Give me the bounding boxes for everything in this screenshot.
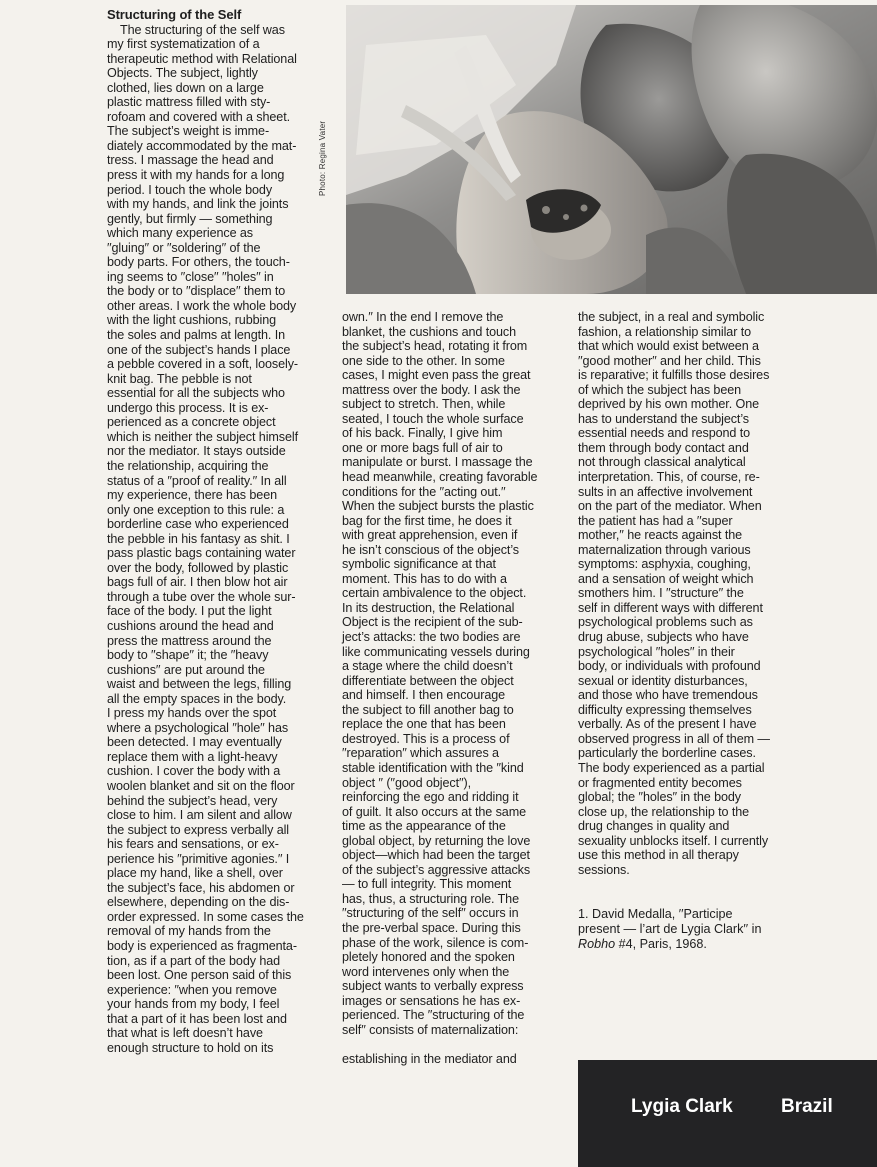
text-line: behind the subject’s head, very bbox=[107, 793, 278, 808]
text-line: Object is the recipient of the sub- bbox=[342, 615, 523, 630]
text-line: particularly the borderline cases. bbox=[578, 746, 756, 761]
text-line: stable identification with the ′′kind bbox=[342, 760, 524, 775]
text-line: nor the mediator. It stays outside bbox=[107, 444, 286, 459]
text-line: of his back. Finally, I give him bbox=[342, 426, 503, 441]
text-line: smothers him. I ′′structure′′ the bbox=[578, 586, 744, 601]
text-line: place my hand, like a shell, over bbox=[107, 866, 283, 881]
text-line: knit bag. The pebble is not bbox=[107, 371, 252, 386]
text-line: sexual or identity disturbances, bbox=[578, 673, 748, 688]
text-line: phase of the work, silence is com- bbox=[342, 935, 529, 950]
text-line: the body or to ′′displace′′ them to bbox=[107, 284, 286, 299]
photograph bbox=[346, 5, 877, 294]
text-line: ′′good mother′′ and her child. This bbox=[578, 353, 761, 368]
text-line: mother,′′ he reacts against the bbox=[578, 528, 743, 543]
text-line bbox=[342, 1037, 564, 1052]
text-line: is reparative; it fulfills those desires bbox=[578, 368, 770, 383]
text-line: period. I touch the whole body bbox=[107, 182, 273, 197]
text-line: been detected. I may eventually bbox=[107, 735, 282, 750]
text-line: tress. I massage the head and bbox=[107, 153, 274, 168]
text-line: undergo this process. It is ex- bbox=[107, 400, 269, 415]
text-line: and those who have tremendous bbox=[578, 688, 758, 703]
text-line: the subject’s face, his abdomen or bbox=[107, 880, 295, 895]
text-line: symbolic significance at that bbox=[342, 557, 496, 572]
text-line: and a sensation of weight which bbox=[578, 571, 754, 586]
text-line: the subject to express verbally all bbox=[107, 822, 289, 837]
text-line: press the mattress around the bbox=[107, 633, 272, 648]
text-line: difficulty expressing themselves bbox=[578, 702, 752, 717]
text-line: the subject to fill another bag to bbox=[342, 702, 514, 717]
text-line: The structuring of the self was bbox=[120, 22, 285, 37]
text-line: your hands from my body, I feel bbox=[107, 997, 280, 1012]
text-line: which is neither the subject himself bbox=[107, 429, 298, 444]
text-line: therapeutic method with Relational bbox=[107, 51, 297, 66]
text-line: use this method in all therapy bbox=[578, 848, 739, 863]
footnote-line: present — l’art de Lygia Clark′′ in bbox=[578, 922, 762, 937]
text-line: psychological problems such as bbox=[578, 615, 753, 630]
text-line: differentiate between the object bbox=[342, 673, 514, 688]
text-line: pass plastic bags containing water bbox=[107, 546, 296, 561]
text-line: word intervenes only when the bbox=[342, 964, 510, 979]
text-line: the pebble in his fantasy as shit. I bbox=[107, 531, 290, 546]
text-line: the soles and palms at length. In bbox=[107, 328, 286, 343]
text-line: on the part of the mediator. When bbox=[578, 499, 762, 514]
text-line: deprived by his own mother. One bbox=[578, 397, 760, 412]
text-line: cases, I might even pass the great bbox=[342, 368, 531, 383]
text-line: essential for all the subjects who bbox=[107, 386, 285, 401]
text-line: borderline case who experienced bbox=[107, 517, 289, 532]
text-line: ′′structuring of the self′′ occurs in bbox=[342, 906, 519, 921]
text-line: the pre-verbal space. During this bbox=[342, 920, 521, 935]
text-line: ject’s attacks: the two bodies are bbox=[342, 630, 521, 645]
text-line: In its destruction, the Relational bbox=[342, 600, 515, 615]
text-line: global object, by returning the love bbox=[342, 833, 531, 848]
text-line: cushion. I cover the body with a bbox=[107, 764, 281, 779]
text-line: one of the subject’s hands I place bbox=[107, 342, 291, 357]
text-line: cushions around the head and bbox=[107, 618, 274, 633]
text-line: Objects. The subject, lightly bbox=[107, 66, 258, 81]
text-line: other areas. I work the whole body bbox=[107, 298, 297, 313]
text-line: destroyed. This is a process of bbox=[342, 731, 510, 746]
text-line: self′′ consists of maternalization: bbox=[342, 1022, 519, 1037]
text-line: establishing in the mediator and bbox=[342, 1051, 517, 1066]
text-line: bag for the first time, he does it bbox=[342, 513, 512, 528]
text-line: press it with my hands for a long bbox=[107, 168, 285, 183]
text-line: The body experienced as a partial bbox=[578, 760, 765, 775]
text-column-2 bbox=[342, 310, 564, 1066]
text-line: that a part of it has been lost and bbox=[107, 1011, 287, 1026]
text-line: his fears and sensations, or ex- bbox=[107, 837, 279, 852]
text-line: removal of my hands from the bbox=[107, 924, 271, 939]
text-line: blanket, the cushions and touch bbox=[342, 324, 517, 339]
text-line: woolen blanket and sit on the floor bbox=[107, 778, 295, 793]
footnote bbox=[578, 907, 761, 953]
text-line: experience: ′′when you remove bbox=[107, 982, 277, 997]
text-line: one side to the other. In some bbox=[342, 353, 505, 368]
text-line: replace them with a light-heavy bbox=[107, 749, 278, 764]
text-line: close up, the relationship to the bbox=[578, 804, 750, 819]
text-column-3 bbox=[578, 310, 790, 877]
text-line: ′′gluing′′ or ′′soldering′′ of the bbox=[107, 240, 261, 255]
text-line: moment. This has to do with a bbox=[342, 571, 507, 586]
text-line: ing seems to ′′close′′ ′′holes′′ in bbox=[107, 269, 274, 284]
text-line: head meanwhile, creating favorable bbox=[342, 470, 538, 485]
text-line: gently, but firmly — something bbox=[107, 211, 273, 226]
section-title: Structuring of the Self bbox=[107, 7, 242, 22]
text-line: cushions′′ are put around the bbox=[107, 662, 265, 677]
text-line: manipulate or burst. I massage the bbox=[342, 455, 533, 470]
text-line: where a psychological ′′hole′′ has bbox=[107, 720, 289, 735]
text-line: that what is left doesn’t have bbox=[107, 1026, 263, 1041]
text-line: ′′reparation′′ which assures a bbox=[342, 746, 499, 761]
text-line: body is experienced as fragmenta- bbox=[107, 939, 297, 953]
text-column-1 bbox=[107, 8, 319, 1055]
text-line: sults in an affective involvement bbox=[578, 484, 753, 499]
text-line: elsewhere, depending on the dis- bbox=[107, 895, 290, 910]
text-line: has to understand the subject’s bbox=[578, 411, 749, 426]
text-line: symptoms: asphyxia, coughing, bbox=[578, 557, 751, 572]
text-line: my experience, there has been bbox=[107, 488, 278, 503]
text-line: The subject’s weight is imme- bbox=[107, 124, 270, 139]
text-line: tion, as if a part of the body had bbox=[107, 953, 281, 968]
text-line: bags full of air. I then blow hot air bbox=[107, 575, 288, 590]
text-line: subject to stretch. Then, while bbox=[342, 397, 506, 412]
text-line: through a tube over the whole sur- bbox=[107, 589, 296, 604]
author-name: Lygia Clark bbox=[631, 1096, 733, 1117]
text-line: seated, I touch the whole surface bbox=[342, 411, 524, 426]
text-line: with my hands, and link the joints bbox=[107, 197, 289, 212]
text-line: perience his ′′primitive agonies.′′ I bbox=[107, 851, 290, 866]
text-line: body to ′′shape′′ it; the ′′heavy bbox=[107, 648, 269, 663]
text-line: clothed, lies down on a large bbox=[107, 80, 264, 95]
text-line: and himself. I then encourage bbox=[342, 688, 506, 703]
text-line: global; the ′′holes′′ in the body bbox=[578, 790, 741, 805]
text-line: face of the body. I put the light bbox=[107, 604, 272, 619]
text-line: waist and between the legs, filling bbox=[107, 677, 292, 692]
text-line: essential needs and respond to bbox=[578, 426, 751, 441]
text-line: — to full integrity. This moment bbox=[342, 877, 512, 892]
text-line: the subject, in a real and symbolic bbox=[578, 310, 765, 324]
text-line: self in different ways with different bbox=[578, 600, 763, 615]
text-line: the relationship, acquiring the bbox=[107, 458, 269, 473]
text-line: maternalization through various bbox=[578, 542, 751, 557]
text-line: time as the appearance of the bbox=[342, 819, 506, 834]
text-line: sessions. bbox=[578, 862, 630, 877]
text-line: with the light cushions, rubbing bbox=[107, 313, 277, 328]
text-line: replace the one that has been bbox=[342, 717, 506, 732]
text-line: all the empty spaces in the body. bbox=[107, 691, 287, 706]
text-line: status of a ′′proof of reality.′′ In all bbox=[107, 473, 287, 488]
text-line: them through body contact and bbox=[578, 440, 749, 455]
text-line: mattress over the body. I ask the bbox=[342, 382, 521, 397]
text-line: perienced as a concrete object bbox=[107, 415, 276, 430]
text-line: has, thus, a structuring role. The bbox=[342, 891, 519, 906]
footnote-citation-rest: #4, Paris, 1968. bbox=[615, 937, 707, 952]
text-line: with great apprehension, even if bbox=[342, 528, 518, 543]
text-line: fashion, a relationship similar to bbox=[578, 324, 751, 339]
text-line: plastic mattress filled with sty- bbox=[107, 95, 271, 110]
text-line: he isn’t conscious of the object’s bbox=[342, 542, 519, 557]
text-line: my first systematization of a bbox=[107, 37, 260, 52]
text-line: observed progress in all of them — bbox=[578, 731, 770, 746]
text-line: perienced. The ′′structuring of the bbox=[342, 1008, 525, 1023]
text-line: object—which had been the target bbox=[342, 848, 530, 863]
text-line: a pebble covered in a soft, loosely- bbox=[107, 357, 299, 372]
text-line: certain ambivalence to the object. bbox=[342, 586, 527, 601]
text-line: When the subject bursts the plastic bbox=[342, 499, 534, 514]
text-line: rofoam and covered with a sheet. bbox=[107, 109, 291, 124]
text-line: verbally. As of the present I have bbox=[578, 717, 757, 732]
author-country: Brazil bbox=[781, 1096, 833, 1117]
text-line: a stage where the child doesn’t bbox=[342, 659, 513, 674]
text-line: drug changes in quality and bbox=[578, 819, 730, 834]
footnote-line bbox=[578, 937, 761, 952]
text-line: psychological ′′holes′′ in their bbox=[578, 644, 735, 659]
text-line: which many experience as bbox=[107, 226, 254, 241]
text-line: images or sensations he has ex- bbox=[342, 993, 521, 1008]
photo-credit: Photo: Regina Vater bbox=[318, 120, 327, 196]
text-line: subject wants to verbally express bbox=[342, 979, 524, 994]
text-line: of guilt. It also occurs at the same bbox=[342, 804, 526, 819]
text-line: interpretation. This, of course, re- bbox=[578, 470, 760, 485]
text-line: the subject’s head, rotating it from bbox=[342, 339, 528, 354]
text-line: like communicating vessels during bbox=[342, 644, 530, 659]
column-1-body bbox=[107, 23, 319, 1056]
text-line: one or more bags full of air to bbox=[342, 440, 503, 455]
text-line: that which would exist between a bbox=[578, 339, 759, 354]
text-line: not through classical analytical bbox=[578, 455, 746, 470]
text-line: sexuality unblocks itself. I currently bbox=[578, 833, 769, 848]
text-line: or fragmented entity becomes bbox=[578, 775, 742, 790]
text-line: of the subject’s aggressive attacks bbox=[342, 862, 531, 877]
text-line: order expressed. In some cases the bbox=[107, 909, 304, 924]
text-line: been lost. One person said of this bbox=[107, 968, 292, 983]
text-line: over the body, followed by plastic bbox=[107, 560, 289, 575]
text-line: body, or individuals with profound bbox=[578, 659, 761, 674]
text-line: object ′′ (′′good object′′), bbox=[342, 775, 471, 790]
text-line: enough structure to hold on its bbox=[107, 1040, 274, 1055]
text-line: own.′′ In the end I remove the bbox=[342, 310, 504, 324]
text-line: drug abuse, subjects who have bbox=[578, 630, 749, 645]
text-line: body parts. For others, the touch- bbox=[107, 255, 290, 270]
text-line: the patient has had a ′′super bbox=[578, 513, 733, 528]
text-line: of which the subject has been bbox=[578, 382, 742, 397]
footnote-journal-title: Robho bbox=[578, 937, 616, 952]
text-line: I press my hands over the spot bbox=[107, 706, 277, 721]
footnote-line: 1. David Medalla, ′′Participe bbox=[578, 907, 733, 921]
text-line: only one exception to this rule: a bbox=[107, 502, 285, 517]
text-line: close to him. I am silent and allow bbox=[107, 808, 292, 823]
text-line: diately accommodated by the mat- bbox=[107, 138, 297, 153]
text-line: reinforcing the ego and ridding it bbox=[342, 790, 519, 805]
text-line: pletely honored and the spoken bbox=[342, 950, 515, 965]
text-line: conditions for the ′′acting out.′′ bbox=[342, 484, 506, 499]
